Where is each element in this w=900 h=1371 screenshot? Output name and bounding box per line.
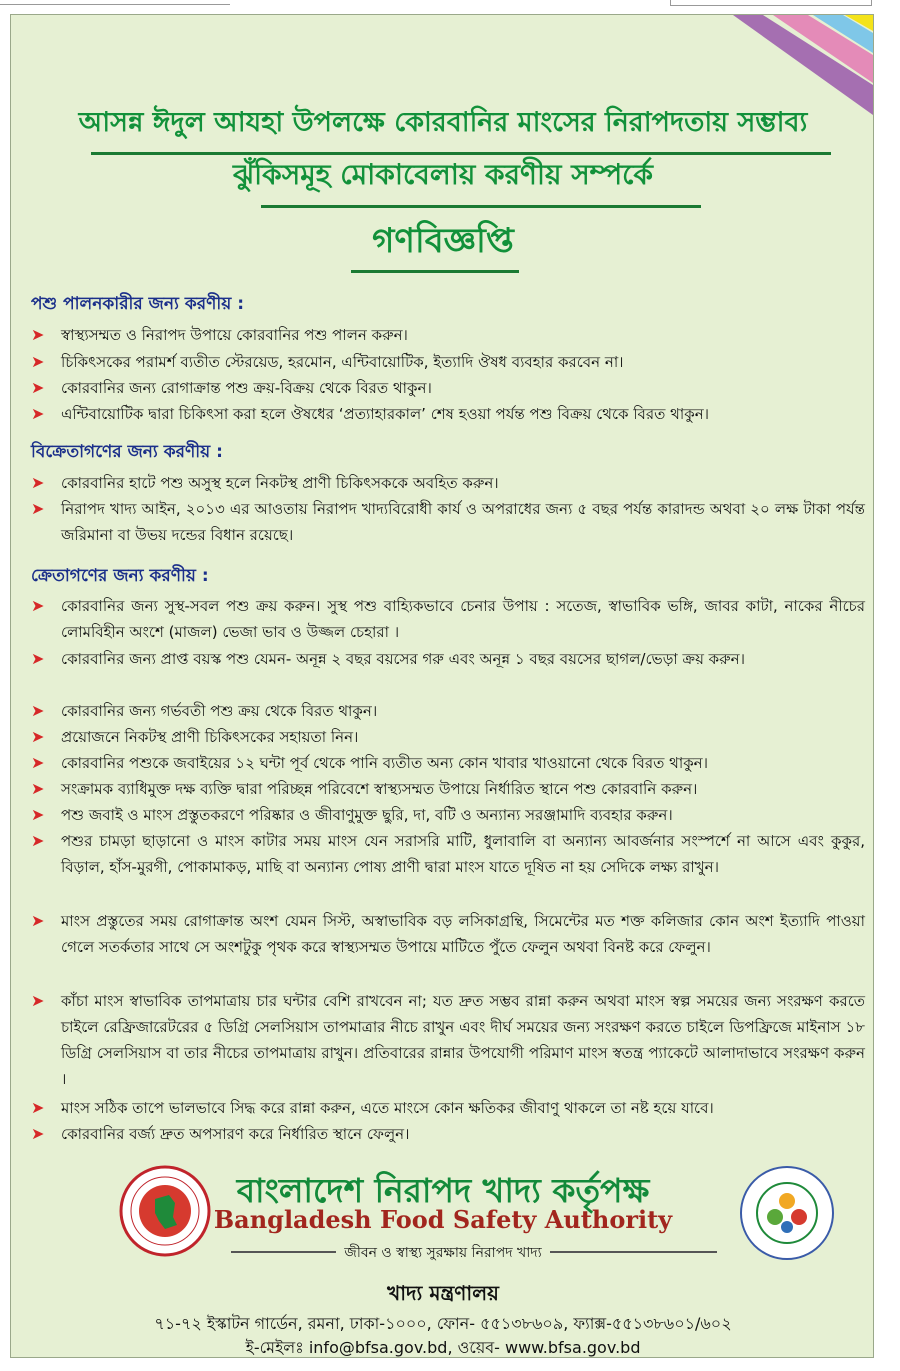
list-item: ➤ কোরবানির জন্য সুস্থ-সবল পশু ক্রয় করুন। সুস্থ পশু বাহ্যিকভাবে চেনার উপায় : সতেজ, স্বাভাবিক ভঙ্গি, জাবর কাটা, নাকের নীচের লোমবিহীন অংশে (মাজল) ভেজা ভাব ও উজ্জল চেহারা । [31, 593, 865, 645]
section-title-sellers: বিক্রেতাগণের জন্য করণীয় : [31, 442, 223, 462]
headline-underline-1 [91, 152, 831, 155]
arrow-right-icon: ➤ [31, 727, 45, 746]
section-title-farmers: পশু পালনকারীর জন্য করণীয় : [31, 294, 245, 314]
arrow-right-icon: ➤ [31, 991, 45, 1010]
arrow-right-icon: ➤ [31, 805, 45, 824]
arrow-right-icon: ➤ [31, 911, 45, 930]
arrow-right-icon: ➤ [31, 1098, 45, 1117]
contact-info: ই-মেইলঃ info@bfsa.gov.bd, ওয়েব- www.bfsa.gov.bd [245, 1338, 641, 1357]
org-name-bangla: বাংলাদেশ নিরাপদ খাদ্য কর্তৃপক্ষ [236, 1171, 650, 1210]
list-item: ➤ কোরবানির হাটে পশু অসুস্থ হলে নিকটস্থ প্রাণী চিকিৎসককে অবহিত করুন। [31, 470, 865, 496]
headline-title: গণবিজ্ঞপ্তি [372, 221, 514, 261]
top-right-fragment [670, 0, 872, 6]
address: ৭১-৭২ ইস্কাটন গার্ডেন, রমনা, ঢাকা-১০০০, ফোন- ৫৫১৩৮৬০৯, ফ্যাক্স-৫৫১৩৮৬০১/৬০২ [154, 1314, 732, 1333]
ministry-name: খাদ্য মন্ত্রণালয় [387, 1281, 499, 1305]
arrow-right-icon: ➤ [31, 779, 45, 798]
arrow-right-icon: ➤ [31, 1124, 45, 1143]
list-item: ➤ কোরবানির জন্য গর্ভবতী পশু ক্রয় থেকে বিরত থাকুন। [31, 698, 865, 724]
list-item: ➤ কাঁচা মাংস স্বাভাবিক তাপমাত্রায় চার ঘন্টার বেশি রাখবেন না; যত দ্রুত সম্ভব রান্না করুন অথবা মাংস স্বল্প সময়ের জন্য সংরক্ষণ করতে চাইলে রেফ্রিজারেটরের ৫ ডিগ্রি সেলসিয়াস তাপমাত্রার নীচে রাখুন এবং দীর্ঘ সময়ের জন্য সংরক্ষণ করতে চাইলে ডিপফ্রিজে মাইনাস ১৮ ডিগ্রি সেলসিয়াস বা তার নীচের তাপমাত্রায় রাখুন। প্রতিবারের রান্নার উপযোগী পরিমাণ মাংস স্বতন্ত্র প্যাকেটে আলাদাভাবে সংরক্ষণ করুন । [31, 988, 865, 1092]
headline-underline-2 [261, 205, 701, 208]
arrow-right-icon: ➤ [31, 596, 45, 615]
arrow-right-icon: ➤ [31, 473, 45, 492]
arrow-right-icon: ➤ [31, 404, 45, 423]
headline-line-2: ঝুঁকিসমূহ মোকাবেলায় করণীয় সম্পর্কে [232, 158, 654, 191]
arrow-right-icon: ➤ [31, 649, 45, 668]
list-item: ➤ নিরাপদ খাদ্য আইন, ২০১৩ এর আওতায় নিরাপদ খাদ্যবিরোধী কার্য ও অপরাধের জন্য ৫ বছর পর্যন্ত কারাদন্ড অথবা ২০ লক্ষ টাকা পর্যন্ত জরিমানা বা উভয় দন্ডের বিধান রয়েছে। [31, 496, 865, 548]
top-left-fragment [0, 0, 230, 5]
arrow-right-icon: ➤ [31, 753, 45, 772]
list-item: ➤ কোরবানির বর্জ্য দ্রুত অপসারণ করে নির্ধারিত স্থানে ফেলুন। [31, 1121, 865, 1147]
org-name-english: Bangladesh Food Safety Authority [213, 1205, 673, 1234]
list-item: ➤ পশুর চামড়া ছাড়ানো ও মাংস কাটার সময় মাংস যেন সরাসরি মাটি, ধুলাবালি বা অন্যান্য আবর্জনার সংস্পর্শে না আসে এবং কুকুর, বিড়াল, হাঁস-মুরগী, পোকামাকড়, মাছি বা অন্যান্য পোষ্য প্রাণী দ্বারা মাংস যাতে দূষিত না হয় সেদিকে লক্ষ্য রাখুন। [31, 828, 865, 880]
list-item: ➤ চিকিৎসকের পরামর্শ ব্যতীত স্টেরয়েড, হরমোন, এন্টিবায়োটিক, ইত্যাদি ঔষধ ব্যবহার করবেন না। [31, 349, 865, 375]
headline-underline-3 [351, 270, 519, 273]
arrow-right-icon: ➤ [31, 352, 45, 371]
arrow-right-icon: ➤ [31, 701, 45, 720]
list-item: ➤ মাংস প্রস্তুতের সময় রোগাক্রান্ত অংশ যেমন সিস্ট, অস্বাভাবিক বড় লসিকাগ্রন্থি, সিমেন্টের মত শক্ত কলিজার কোন অংশ ইত্যাদি পাওয়া গেলে সতর্কতার সাথে সে অংশটুকু পৃথক করে স্বাস্থ্যসম্মত উপায়ে মাটিতে পুঁতে ফেলুন অথবা বিনষ্ট করে ফেলুন। [31, 908, 865, 960]
notice-panel [10, 14, 874, 1358]
arrow-right-icon: ➤ [31, 831, 45, 850]
list-item: ➤ মাংস সঠিক তাপে ভালভাবে সিদ্ধ করে রান্না করুন, এতে মাংসে কোন ক্ষতিকর জীবাণু থাকলে তা নষ্ট হয়ে যাবে। [31, 1095, 865, 1121]
section-title-buyers: ক্রেতাগণের জন্য করণীয় : [31, 566, 209, 586]
list-item: ➤ কোরবানির জন্য প্রাপ্ত বয়স্ক পশু যেমন- অনূন্ন ২ বছর বয়সের গরু এবং অনূন্ন ১ বছর বয়সের ছাগল/ভেড়া ক্রয় করুন। [31, 646, 865, 672]
list-item: ➤ পশু জবাই ও মাংস প্রস্তুতকরণে পরিষ্কার ও জীবাণুমুক্ত ছুরি, দা, বটি ও অন্যান্য সরঞ্জামাদি ব্যবহার করুন। [31, 802, 865, 828]
headline-line-1: আসন্ন ঈদুল আযহা উপলক্ষে কোরবানির মাংসের নিরাপদতায় সম্ভাব্য [78, 107, 808, 138]
list-item: ➤ স্বাস্থ্যসম্মত ও নিরাপদ উপায়ে কোরবানির পশু পালন করুন। [31, 322, 865, 348]
list-item: ➤ এন্টিবায়োটিক দ্বারা চিকিৎসা করা হলে ঔষধের ‘প্রত্যাহারকাল’ শেষ হওয়া পর্যন্ত পশু বিক্রয় থেকে বিরত থাকুন। [31, 401, 865, 427]
list-item: ➤ কোরবানির জন্য রোগাক্রান্ত পশু ক্রয়-বিক্রয় থেকে বিরত থাকুন। [31, 375, 865, 401]
arrow-right-icon: ➤ [31, 378, 45, 397]
arrow-right-icon: ➤ [31, 325, 45, 344]
list-item: ➤ প্রয়োজনে নিকটস্থ প্রাণী চিকিৎসকের সহায়তা নিন। [31, 724, 865, 750]
top-strip [0, 0, 900, 10]
tagline: জীবন ও স্বাস্থ্য সুরক্ষায় নিরাপদ খাদ্য [11, 1241, 874, 1265]
arrow-right-icon: ➤ [31, 499, 45, 518]
list-item: ➤ কোরবানির পশুকে জবাইয়ের ১২ ঘন্টা পূর্ব থেকে পানি ব্যতীত অন্য কোন খাবার খাওয়ানো থেকে বিরত থাকুন। [31, 750, 865, 776]
list-item: ➤ সংক্রামক ব্যাধিমুক্ত দক্ষ ব্যক্তি দ্বারা পরিচ্ছন্ন পরিবেশে স্বাস্থ্যসম্মত উপায়ে নির্ধারিত স্থানে পশু কোরবানি করুন। [31, 776, 865, 802]
